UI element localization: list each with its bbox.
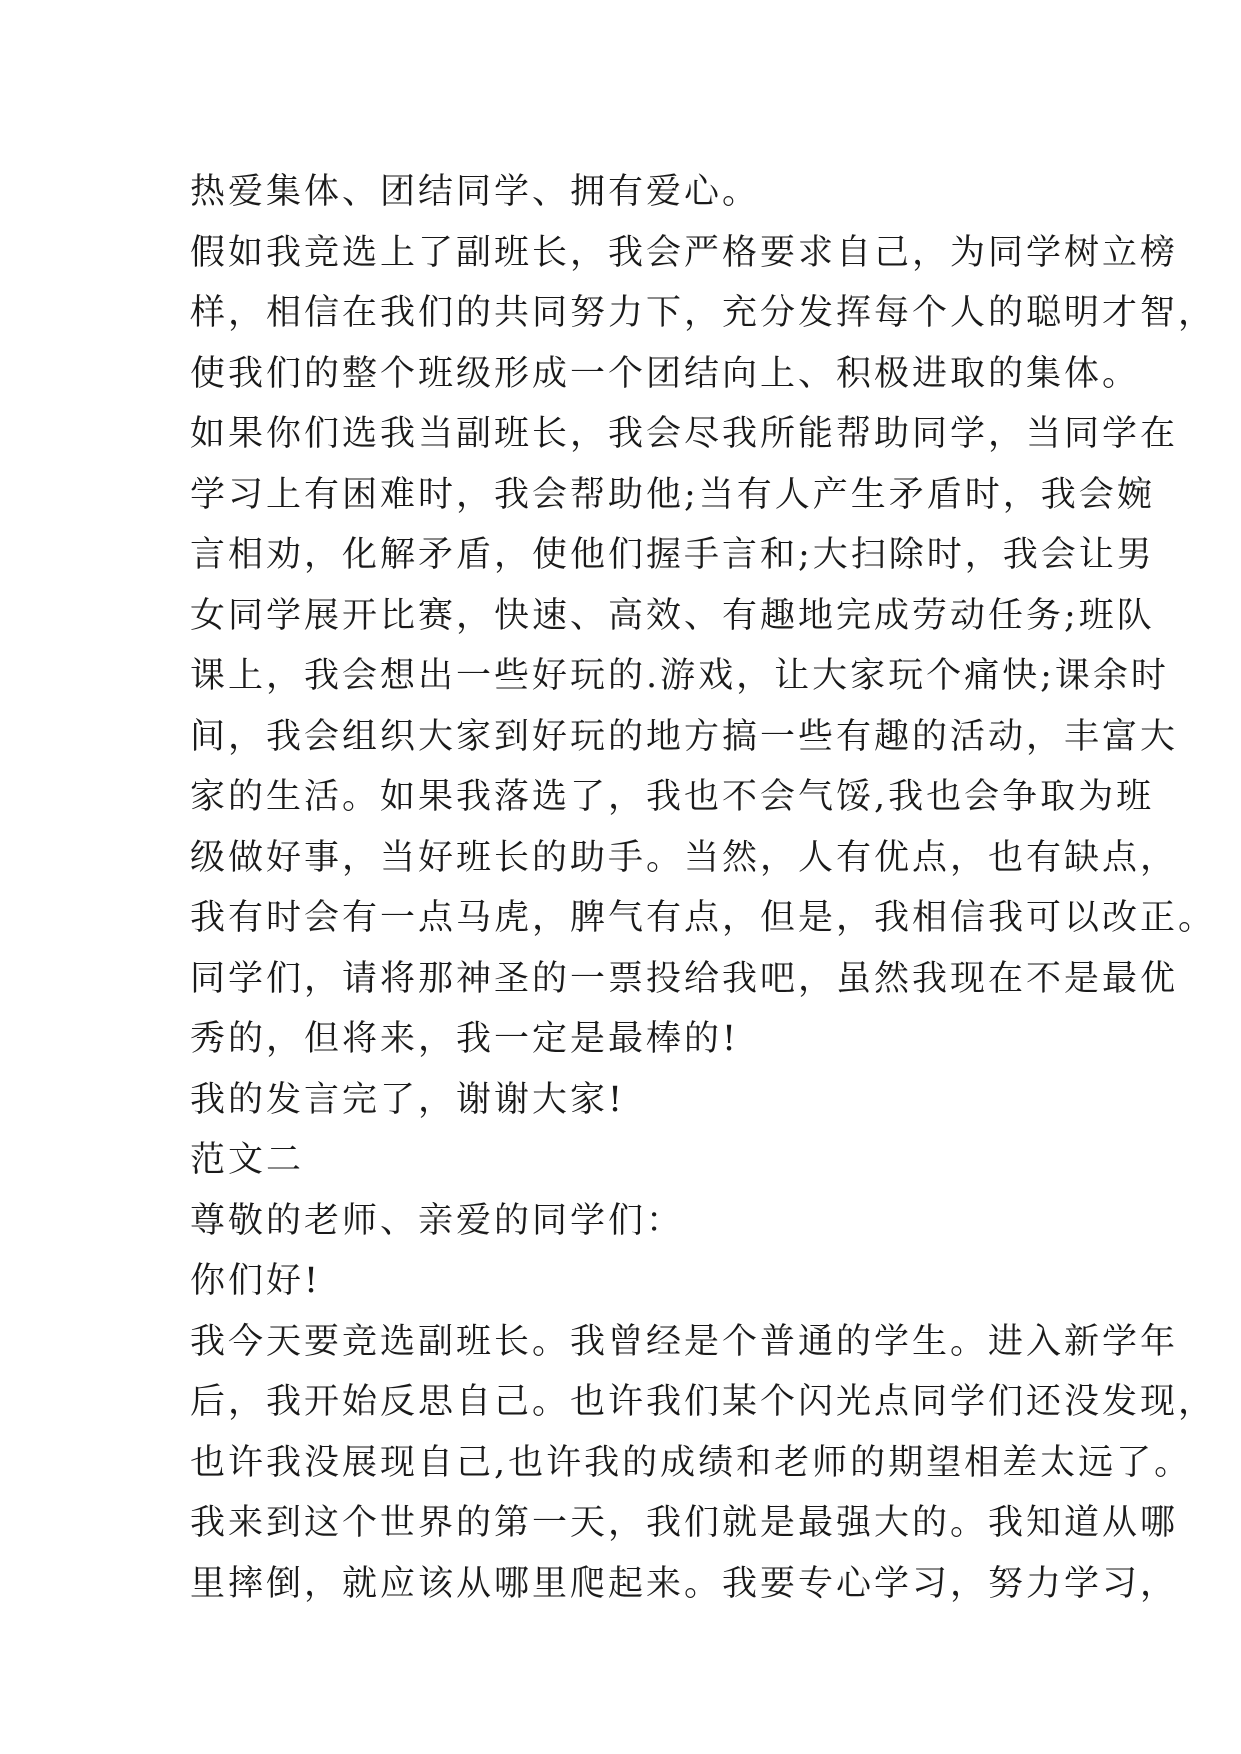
text-line: 我今天要竞选副班长。我曾经是个普通的学生。进入新学年 (190, 1321, 1179, 1362)
text-line: 使我们的整个班级形成一个团结向上、积极进取的集体。 (190, 353, 1141, 394)
text-line: 我有时会有一点马虎，脾气有点，但是，我相信我可以改正。 (190, 898, 1217, 938)
greeting: 你们好! (190, 1261, 322, 1301)
text-line: 我来到这个世界的第一天，我们就是最强大的。我知道从哪 (190, 1503, 1179, 1543)
text-line: 样，相信在我们的共同努力下，充分发挥每个人的聪明才智， (190, 293, 1217, 333)
text-line: 言相劝，化解矛盾，使他们握手言和;大扫除时，我会让男 (190, 535, 1155, 575)
text-line: 级做好事，当好班长的助手。当然，人有优点，也有缺点， (190, 837, 1179, 878)
text-line: 学习上有困难时，我会帮助他;当有人产生矛盾时，我会婉 (190, 474, 1155, 515)
text-line: 我的发言完了，谢谢大家! (190, 1079, 626, 1120)
text-line: 间，我会组织大家到好玩的地方搞一些有趣的活动，丰富大 (190, 716, 1179, 757)
text-line: 同学们，请将那神圣的一票投给我吧，虽然我现在不是最优 (190, 958, 1179, 999)
salutation: 尊敬的老师、亲爱的同学们： (190, 1200, 685, 1241)
text-line: 家的生活。如果我落选了，我也不会气馁,我也会争取为班 (190, 777, 1155, 817)
section-heading: 范文二 (190, 1140, 305, 1180)
text-line: 课上，我会想出一些好玩的.游戏，让大家玩个痛快;课余时 (190, 656, 1169, 696)
text-line: 假如我竞选上了副班长，我会严格要求自己，为同学树立榜 (190, 232, 1179, 273)
text-line: 后，我开始反思自己。也许我们某个闪光点同学们还没发现， (190, 1382, 1217, 1422)
text-line: 如果你们选我当副班长，我会尽我所能帮助同学，当同学在 (190, 414, 1179, 454)
text-line: 女同学展开比赛，快速、高效、有趣地完成劳动任务;班队 (190, 595, 1155, 636)
text-line: 也许我没展现自己,也许我的成绩和老师的期望相差太远了。 (190, 1442, 1193, 1483)
text-line: 里摔倒，就应该从哪里爬起来。我要专心学习，努力学习， (190, 1563, 1179, 1604)
body-text (190, 162, 1217, 1614)
text-line: 秀的，但将来，我一定是最棒的! (190, 1019, 740, 1059)
text-line: 热爱集体、团结同学、拥有爱心。 (190, 172, 761, 212)
